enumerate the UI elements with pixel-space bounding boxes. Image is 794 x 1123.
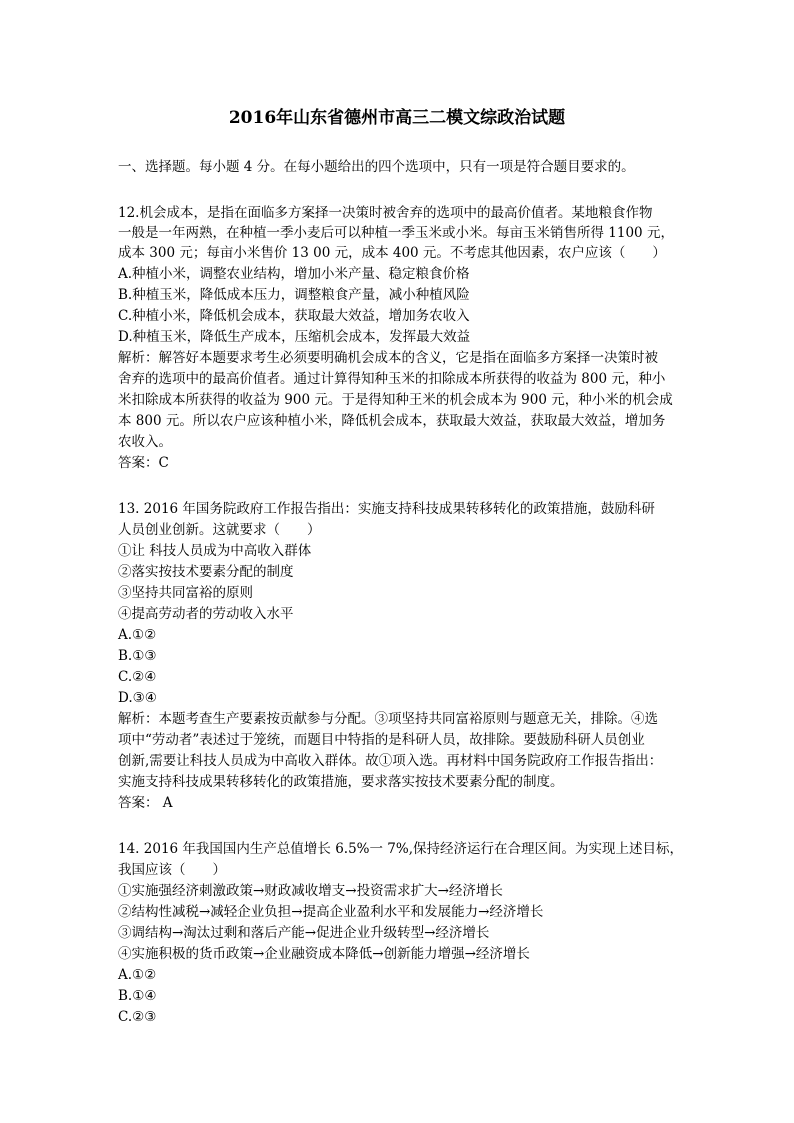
q14-stem-line: 我国应该（ ） xyxy=(118,862,226,878)
q13-option-c: C.②④ xyxy=(118,669,157,685)
q14-item: ①实施强经济刺激政策→财政减收增支→投资需求扩大→经济增长 xyxy=(118,883,503,899)
q13-option-d: D.③④ xyxy=(118,690,157,706)
q13-answer: 答案： A xyxy=(118,795,173,811)
q12-option-a: A.种植小米，调整农业结构，增加小米产量、稳定粮食价格 xyxy=(118,266,470,282)
q13-stem-line: 13. 2016 年国务院政府工作报告指出：实施支持科技成果转移转化的政策措施，鼓励科研 xyxy=(118,501,655,517)
q14-item: ④实施积极的货币政策→企业融资成本降低→创新能力增强→经济增长 xyxy=(118,946,530,962)
q12-stem-line: 12.机会成本，是指在面临多方案择一决策时被舍弃的选项中的最高价值者。某地粮食作物 xyxy=(118,205,653,221)
q13-item: ①让 科技人员成为中高收入群体 xyxy=(118,543,312,559)
q14-item: ②结构性减税→减轻企业负担→提高企业盈利水平和发展能力→经济增长 xyxy=(118,904,544,920)
q12-analysis-line: 本 800 元。所以农户应该种植小米，降低机会成本，获取最大效益，获取最大效益，增加务 xyxy=(118,413,666,429)
q13-analysis-line: 项中“劳动者”表述过于笼统，而题目中特指的是科研人员，故排除。要鼓励科研人员创业 xyxy=(118,732,645,748)
q13-option-b: B.①③ xyxy=(118,648,157,664)
document-title: 2016年山东省德州市高三二模文综政治试题 xyxy=(228,108,566,128)
q12-option-c: C.种植小米，降低机会成本，获取最大效益，增加务农收入 xyxy=(118,308,470,324)
q13-item: ③坚持共同富裕的原则 xyxy=(118,585,253,601)
q14-option-a: A.①② xyxy=(118,967,157,983)
q14-stem-line: 14. 2016 年我国国内生产总值增长 6.5%一 7%,保持经济运行在合理区间。为实现上述目标， xyxy=(118,841,683,857)
q12-analysis-line: 解析：解答好本题要求考生必须要明确机会成本的含义，它是指在面临多方案择一决策时被 xyxy=(118,350,658,366)
q13-item: ②落实按技术要素分配的制度 xyxy=(118,564,294,580)
q12-stem-line: 成本 300 元；每亩小米售价 13 00 元，成本 400 元。不考虑其他因素，农户应该（ ） xyxy=(118,245,666,261)
q12-option-d: D.种植玉米，降低生产成本，压缩机会成本，发挥最大效益 xyxy=(118,329,471,345)
q13-analysis-line: 实施支持科技成果转移转化的政策措施，要求落实按技术要素分配的制度。 xyxy=(118,774,564,790)
q12-analysis-line: 舍弃的选项中的最高价值者。通过计算得知种玉米的扣除成本所获得的收益为 800 元，种小 xyxy=(118,371,666,387)
q14-option-c: C.②③ xyxy=(118,1009,157,1025)
q13-analysis-line: 创新,需要让科技人员成为中高收入群体。故①项入选。再材料中国务院政府工作报告指出： xyxy=(118,753,663,769)
q12-answer: 答案：C xyxy=(118,455,169,471)
q12-analysis-line: 米扣除成本所获得的收益为 900 元。于是得知种王米的机会成本为 900 元，种小米的机会成 xyxy=(118,392,673,408)
q14-item: ③调结构→淘汰过剩和落后产能→促进企业升级转型→经济增长 xyxy=(118,925,490,941)
q13-analysis-line: 解析：本题考查生产要素按贡献参与分配。③项坚持共同富裕原则与题意无关，排除。④选 xyxy=(118,711,658,727)
q13-option-a: A.①② xyxy=(118,627,157,643)
section-header: 一、选择题。每小题 4 分。在每小题给出的四个选项中，只有一项是符合题目要求的。 xyxy=(118,159,635,175)
q12-option-b: B.种植玉米，降低成本压力，调整粮食产量，减小种植风险 xyxy=(118,287,470,303)
q14-option-b: B.①④ xyxy=(118,988,157,1004)
q13-stem-line: 人员创业创新。这就要求（ ） xyxy=(118,522,321,538)
q13-item: ④提高劳动者的劳动收入水平 xyxy=(118,606,294,622)
q12-stem-line: 一般是一年两熟，在种植一季小麦后可以种植一季玉米或小米。每亩玉米销售所得 1100 元， xyxy=(118,225,674,241)
q12-analysis-line: 农收入。 xyxy=(118,434,172,450)
